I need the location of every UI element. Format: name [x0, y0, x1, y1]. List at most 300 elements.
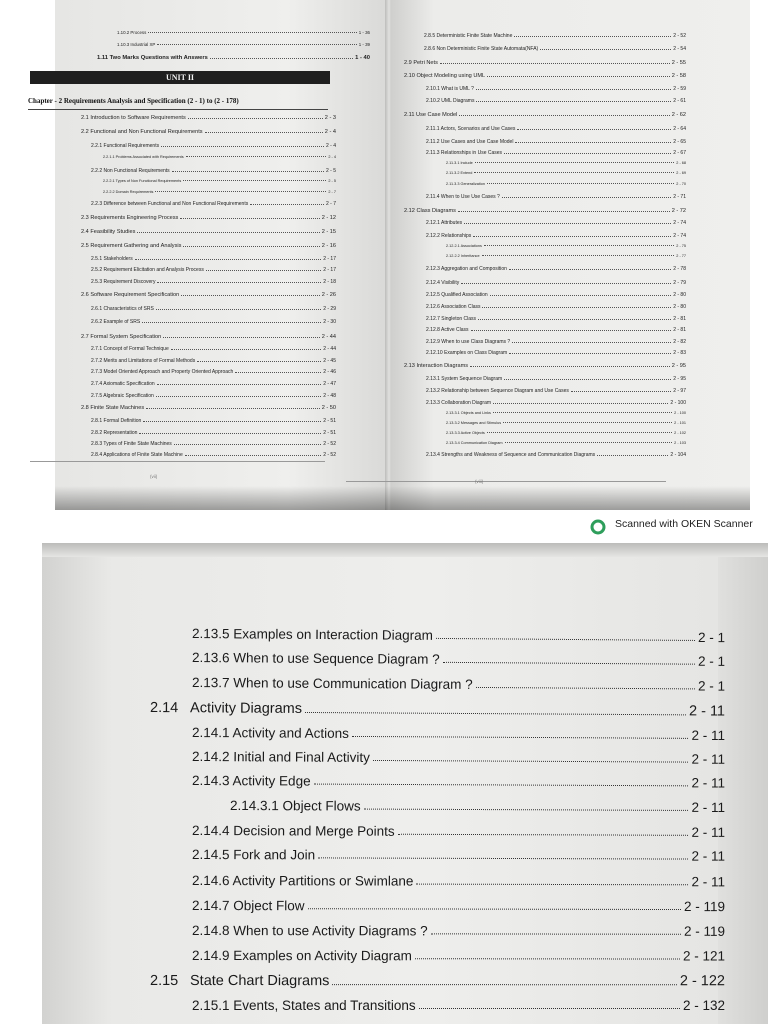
toc-entry [103, 155, 336, 159]
toc-leader-dots [478, 319, 671, 320]
toc-leader-dots [352, 736, 689, 739]
toc-subsection [192, 998, 725, 1013]
chapter-rule [28, 109, 328, 110]
toc-entry-page: 2 - 11 [691, 775, 726, 791]
toc-entry-title: 2.5.1 Stakeholders [91, 256, 133, 262]
toc-entry-page: 2 - 5 [325, 168, 336, 174]
toc-leader-dots [235, 372, 321, 373]
toc-subsection [192, 847, 725, 864]
toc-entry-page: 2 - 11 [691, 799, 726, 816]
toc-entry-page: 2 - 52 [323, 452, 336, 458]
toc-entry-page: 2 - 46 [323, 369, 336, 375]
toc-entry-title: 2.7.4 Axiomatic Specification [91, 381, 155, 387]
toc-entry [91, 143, 336, 149]
toc-entry-page: 2 - 45 [323, 358, 336, 364]
toc-entry-page: 2 - 44 [321, 334, 336, 340]
toc-entry-title: 2.13.7 When to use Communication Diagram ? [192, 675, 473, 692]
page-shadow [55, 486, 750, 510]
toc-entry-title: 2.13.3.4 Communication Diagram [446, 441, 503, 445]
toc-entry-page: 2 - 83 [673, 350, 686, 356]
toc-leader-dots [470, 366, 670, 367]
toc-entry-page: 2 - 15 [321, 229, 336, 235]
toc-entry [91, 369, 336, 375]
toc-leader-dots [188, 118, 323, 119]
toc-leader-dots [440, 63, 670, 64]
toc-leader-dots [183, 246, 319, 247]
toc-entry-title: 2.13 Interaction Diagrams [404, 363, 469, 369]
toc-leader-dots [509, 353, 671, 354]
toc-entry-page: 2 - 44 [323, 346, 336, 352]
toc-entry-title: 2.11.3.1 Include [446, 161, 473, 165]
toc-entry-page: 2 - 11 [691, 874, 726, 890]
toc-entry-page: 2 - 12 [321, 215, 336, 221]
toc-leader-dots [487, 432, 672, 433]
toc-entry-title: 2.2.1 Functional Requirements [91, 143, 160, 149]
toc-entry-title: 2.14.4 Decision and Merge Points [192, 823, 395, 839]
toc-leader-dots [471, 330, 672, 331]
left-page-number: (vii) [150, 474, 158, 479]
toc-entry-title: 2.11.2 Use Cases and Use Case Model [426, 139, 514, 145]
toc-entry-page: 2 - 81 [673, 316, 686, 322]
toc-entry-page: 2 - 1 [697, 678, 726, 694]
toc-entry-title: 2.12.9 When to use Class Diagrams ? [426, 339, 511, 345]
toc-entry [91, 418, 336, 424]
toc-entry [404, 73, 686, 79]
closeup-page-top-shadow [42, 543, 768, 557]
toc-entry [91, 201, 336, 207]
toc-leader-dots [504, 379, 671, 380]
toc-entry-page: 2 - 11 [688, 703, 726, 720]
toc-entry [103, 190, 336, 194]
toc-entry-page: 2 - 11 [691, 824, 726, 840]
toc-entry-page: 2 - 1 [697, 653, 726, 669]
toc-entry-page: 2 - 95 [671, 363, 686, 369]
closeup-page-edge [718, 543, 768, 1024]
toc-entry-page: 2 - 30 [323, 319, 336, 325]
toc-entry [91, 358, 336, 364]
toc-entry-page: 2 - 102 [674, 431, 686, 435]
toc-entry-page: 2 - 5 [328, 179, 336, 183]
toc-entry-title: 2.12.7 Singleton Class [426, 316, 477, 322]
toc-entry-page: 2 - 16 [321, 243, 336, 249]
toc-leader-dots [186, 156, 327, 157]
toc-entry [426, 350, 686, 356]
toc-leader-dots [308, 908, 681, 910]
toc-entry-title: 2.12.8 Active Class [426, 327, 469, 333]
toc-entry-page: 2 - 17 [323, 256, 336, 262]
toc-entry [426, 388, 686, 394]
toc-leader-dots [163, 337, 319, 338]
toc-leader-dots [459, 115, 669, 116]
toc-entry-page: 2 - 101 [674, 421, 686, 425]
toc-leader-dots [197, 361, 321, 362]
toc-leader-dots [142, 322, 321, 323]
toc-leader-dots [458, 211, 670, 212]
toc-entry-title: 2.14.5 Fork and Join [192, 847, 316, 863]
toc-entry [446, 421, 686, 425]
toc-entry-title: 2.13.6 When to use Sequence Diagram ? [192, 650, 440, 667]
toc-leader-dots [155, 191, 326, 192]
toc-entry-title: 2.13.3.2 Messages and Stimulus [446, 421, 502, 425]
toc-entry [91, 256, 336, 262]
toc-entry-title: 2.12.5 Qualified Association [426, 292, 488, 298]
toc-entry-page: 2 - 59 [673, 86, 686, 92]
scanner-logo-icon [590, 519, 606, 535]
toc-entry-page: 1 - 40 [355, 55, 370, 61]
toc-entry-title: 2.2 Functional and Non Functional Requirements [81, 129, 203, 135]
toc-entry-page: 2 - 132 [682, 998, 725, 1013]
toc-entry-title: 2.3 Requirements Engineering Process [81, 215, 179, 221]
toc-subsection [192, 773, 725, 791]
toc-subsection [192, 873, 725, 889]
toc-leader-dots [139, 433, 321, 434]
toc-entry-page: 2 - 18 [323, 279, 336, 285]
toc-entry-page: 2 - 47 [323, 381, 336, 387]
toc-entry-title: 2.8.3 Types of Finite State Machines [91, 441, 172, 447]
toc-entry-title: 2.11.3.2 Extend [446, 171, 473, 175]
toc-leader-dots [146, 408, 320, 409]
toc-entry [446, 182, 686, 186]
toc-entry-title: State Chart Diagrams [190, 973, 330, 990]
toc-leader-dots [205, 132, 323, 133]
toc-entry [446, 161, 686, 165]
toc-entry-title: 2.11.4 When to Use Use Cases ? [426, 194, 500, 200]
toc-entry-page: 2 - 104 [670, 452, 686, 458]
toc-entry-title: 2.8.2 Representation [91, 430, 138, 436]
toc-entry-title: 2.10.1 What is UML ? [426, 86, 474, 92]
toc-leader-dots [517, 129, 671, 130]
toc-entry-title: 2.12.3 Aggregation and Composition [426, 266, 507, 272]
section-number: 2.14 [150, 700, 179, 717]
toc-leader-dots [148, 32, 356, 33]
toc-entry-page: 2 - 48 [323, 393, 336, 399]
toc-entry-title: 2.14.3.1 Object Flows [230, 798, 361, 814]
toc-entry-title: 2.5 Requirement Gathering and Analysis [81, 243, 182, 249]
toc-leader-dots [174, 444, 321, 445]
toc-entry-page: 2 - 7 [325, 201, 336, 207]
toc-leader-dots [318, 857, 688, 859]
toc-entry [446, 441, 686, 445]
toc-leader-dots [156, 309, 321, 310]
toc-entry-title: 2.14.6 Activity Partitions or Swimlane [192, 873, 414, 889]
toc-entry [426, 139, 686, 145]
chapter-heading: Chapter - 2 Requirements Analysis and Specification (2 - 1) to (2 - 178) [28, 97, 239, 105]
toc-entry-title: 2.15.1 Events, States and Transitions [192, 998, 416, 1013]
toc-entry [81, 215, 336, 221]
toc-leader-dots [415, 958, 680, 959]
toc-leader-dots [482, 307, 671, 308]
toc-leader-dots [431, 933, 681, 934]
toc-entry-page: 2 - 103 [674, 441, 686, 445]
toc-entry-page: 2 - 58 [671, 73, 686, 79]
toc-entry [426, 233, 686, 239]
toc-leader-dots [416, 884, 688, 886]
toc-leader-dots [487, 183, 674, 184]
toc-entry-page: 2 - 70 [676, 182, 686, 186]
toc-subsection [192, 725, 725, 743]
toc-entry-page: 2 - 52 [323, 441, 336, 447]
toc-entry-page: 2 - 75 [676, 244, 686, 248]
toc-entry-title: 2.11.1 Actors, Scenarios and Use Cases [426, 126, 516, 132]
toc-entry-page: 2 - 82 [673, 339, 686, 345]
toc-leader-dots [443, 662, 695, 665]
toc-entry-title: 2.11 Use Case Model [404, 112, 458, 118]
toc-leader-dots [464, 223, 671, 224]
toc-entry-page: 2 - 121 [682, 948, 726, 964]
toc-section [150, 973, 725, 989]
toc-entry-page: 2 - 74 [673, 220, 686, 226]
toc-entry-page: 2 - 11 [691, 727, 726, 744]
toc-entry [97, 55, 370, 61]
toc-entry-title: 2.2.1.1 Problems Associated with Requirements [103, 155, 184, 159]
toc-entry [424, 33, 686, 39]
toc-entry [404, 208, 686, 214]
toc-entry-page: 1 - 36 [358, 30, 370, 35]
toc-entry-page: 2 - 81 [673, 327, 686, 333]
toc-entry-title: 2.2.2 Non Functional Requirements [91, 168, 170, 174]
toc-entry-page: 2 - 3 [324, 115, 336, 121]
toc-entry [81, 292, 336, 298]
toc-entry [81, 115, 336, 121]
toc-leader-dots [157, 384, 322, 385]
toc-entry-page: 2 - 77 [676, 254, 686, 258]
toc-entry-title: 2.13.5 Examples on Interaction Diagram [192, 626, 434, 643]
section-number: 2.15 [150, 973, 179, 990]
toc-entry-title: 2.11.3 Relationships in Use Cases [426, 150, 503, 156]
toc-subsection [192, 898, 725, 914]
toc-leader-dots [509, 269, 671, 270]
toc-leader-dots [314, 784, 689, 787]
toc-entry [426, 400, 686, 406]
toc-entry-title: 2.4 Feasibility Studies [81, 229, 136, 235]
toc-leader-dots [476, 687, 695, 689]
toc-entry [91, 267, 336, 273]
toc-entry-title: 2.14.9 Examples on Activity Diagram [192, 948, 412, 964]
toc-entry-title: 2.1 Introduction to Software Requirements [81, 115, 186, 121]
toc-entry-title: 2.7 Formal System Specification [81, 334, 162, 340]
toc-entry [91, 452, 336, 458]
toc-leader-dots [504, 153, 671, 154]
toc-leader-dots [250, 204, 324, 205]
toc-entry-page: 2 - 51 [323, 418, 336, 424]
toc-entry [426, 376, 686, 382]
toc-entry [91, 381, 336, 387]
toc-entry-page: 2 - 69 [676, 171, 686, 175]
toc-entry-title: 2.7.5 Algebraic Specification [91, 393, 154, 399]
toc-entry-title: 2.5.2 Requirement Elicitation and Analysis Process [91, 267, 204, 273]
toc-entry-title: 2.7.1 Concept of Formal Technique [91, 346, 169, 352]
toc-leader-dots [332, 984, 676, 985]
toc-entry-title: 2.13.2 Relationship between Sequence Diagram and Use Cases [426, 388, 569, 394]
toc-entry-page: 2 - 17 [323, 267, 336, 273]
toc-leader-dots [515, 142, 671, 143]
toc-entry-title: 2.7.2 Merits and Limitations of Formal Methods [91, 358, 196, 364]
top-scan-photo [0, 0, 768, 510]
toc-entry-title: 2.8.5 Deterministic Finite State Machine [424, 33, 513, 39]
toc-leader-dots [305, 712, 686, 715]
toc-entry [426, 327, 686, 333]
toc-entry [426, 98, 686, 104]
toc-entry-page: 2 - 65 [673, 139, 686, 145]
toc-entry-page: 2 - 71 [673, 194, 686, 200]
toc-leader-dots [505, 442, 673, 443]
toc-leader-dots [172, 171, 324, 172]
toc-entry-page: 2 - 80 [673, 304, 686, 310]
toc-leader-dots [161, 146, 324, 147]
toc-entry [426, 316, 686, 322]
toc-entry [426, 452, 686, 458]
toc-entry [426, 292, 686, 298]
toc-entry-title: 2.8.4 Applications of Finite State Machine [91, 452, 183, 458]
toc-entry-page: 2 - 95 [673, 376, 686, 382]
toc-leader-dots [493, 403, 668, 404]
toc-leader-dots [185, 455, 321, 456]
toc-entry [404, 363, 686, 369]
toc-leader-dots [473, 236, 671, 237]
toc-entry [81, 229, 336, 235]
toc-leader-dots [597, 455, 668, 456]
toc-entry-page: 2 - 52 [673, 33, 686, 39]
toc-entry [103, 179, 336, 183]
toc-leader-dots [419, 1008, 680, 1009]
toc-entry-page: 2 - 61 [673, 98, 686, 104]
toc-entry-title: 2.14.3 Activity Edge [192, 773, 311, 789]
toc-entry [426, 220, 686, 226]
toc-entry-title: 2.13.3.3 Active Objects [446, 431, 485, 435]
toc-entry-title: 2.12.2.1 Associations [446, 244, 482, 248]
toc-subsection [192, 823, 725, 840]
toc-entry [426, 280, 686, 286]
toc-entry-title: 2.13.4 Strengths and Weakness of Sequence and Communication Diagrams [426, 452, 596, 458]
toc-leader-dots [461, 283, 671, 284]
toc-entry-page: 2 - 4 [324, 129, 336, 135]
toc-leader-dots [157, 282, 321, 283]
toc-entry-page: 2 - 119 [683, 923, 726, 939]
toc-entry [91, 430, 336, 436]
toc-entry-title: 2.6 Software Requirement Specification [81, 292, 180, 298]
toc-leader-dots [143, 421, 321, 422]
toc-entry [91, 279, 336, 285]
toc-leader-dots [210, 58, 353, 59]
toc-entry [426, 339, 686, 345]
toc-entry-title: 2.7.3 Model Oriented Approach and Property Oriented Approach [91, 369, 234, 375]
toc-entry [91, 441, 336, 447]
toc-leader-dots [137, 232, 319, 233]
toc-entry [426, 126, 686, 132]
toc-entry [91, 393, 336, 399]
toc-entry-page: 2 - 68 [676, 161, 686, 165]
toc-entry-title: 2.12.2.2 Inheritance [446, 254, 480, 258]
toc-entry-title: 2.13.3.1 Objects and Links [446, 411, 491, 415]
toc-entry-title: 2.12.1 Attributes [426, 220, 463, 226]
toc-entry-page: 2 - 4 [328, 155, 336, 159]
toc-entry-title: 1.10.2 Process [117, 30, 147, 35]
toc-entry-title: 2.2.3 Difference between Functional and Non Functional Requirements [91, 201, 249, 207]
toc-entry [446, 411, 686, 415]
toc-entry [426, 266, 686, 272]
toc-entry-page: 2 - 72 [671, 208, 686, 214]
toc-leader-dots [181, 295, 319, 296]
toc-entry [404, 112, 686, 118]
toc-entry-page: 2 - 54 [673, 46, 686, 52]
toc-entry [81, 334, 336, 340]
toc-entry-page: 2 - 67 [673, 150, 686, 156]
toc-entry-title: 2.6.1 Characteristics of SRS [91, 306, 154, 312]
toc-leader-dots [436, 638, 695, 641]
toc-leader-dots [373, 760, 689, 763]
toc-entry [446, 244, 686, 248]
toc-entry-page: 2 - 100 [674, 411, 686, 415]
toc-entry [446, 431, 686, 435]
toc-entry [424, 46, 686, 52]
toc-entry-title: 2.10.2 UML Diagrams [426, 98, 475, 104]
toc-entry [117, 30, 370, 35]
toc-entry-page: 2 - 50 [321, 405, 336, 411]
toc-entry-page: 2 - 29 [323, 306, 336, 312]
toc-entry-title: 2.12.6 Association Class [426, 304, 481, 310]
toc-entry-title: 2.14.7 Object Flow [192, 898, 305, 914]
toc-leader-dots [476, 89, 671, 90]
toc-entry [426, 304, 686, 310]
toc-leader-dots [135, 259, 322, 260]
toc-entry-page: 2 - 122 [679, 973, 726, 990]
toc-entry [117, 42, 370, 47]
toc-entry-page: 2 - 79 [673, 280, 686, 286]
toc-entry [404, 60, 686, 66]
toc-leader-dots [206, 270, 321, 271]
toc-leader-dots [180, 218, 319, 219]
toc-entry-title: 2.9 Petri Nets [404, 60, 438, 66]
toc-leader-dots [571, 391, 671, 392]
toc-entry-title: 2.12 Class Diagrams [404, 208, 456, 214]
toc-entry-page: 2 - 100 [670, 400, 686, 406]
toc-entry [91, 319, 336, 325]
toc-entry-page: 2 - 74 [673, 233, 686, 239]
toc-entry [81, 405, 336, 411]
toc-entry-title: 2.8 Finite State Machines [81, 405, 145, 411]
toc-entry-title: 2.13.1 System Sequence Diagram [426, 376, 503, 382]
toc-subsection [192, 749, 725, 767]
toc-entry-title: 2.10 Object Modeling using UML [404, 73, 486, 79]
toc-entry-title: 2.12.10 Examples on Class Diagram [426, 350, 508, 356]
right-footer-rule [346, 481, 666, 482]
right-page-number: (viii) [475, 479, 484, 484]
toc-entry [81, 243, 336, 249]
toc-leader-dots [398, 834, 689, 836]
toc-entry [91, 306, 336, 312]
toc-entry [426, 150, 686, 156]
toc-leader-dots [493, 412, 672, 413]
toc-entry-title: 2.12.2 Relationships [426, 233, 472, 239]
toc-entry-title: 2.8.1 Formal Definition [91, 418, 142, 424]
toc-entry-page: 2 - 80 [673, 292, 686, 298]
toc-entry-page: 2 - 1 [697, 629, 726, 646]
toc-leader-dots [156, 396, 321, 397]
toc-leader-dots [171, 349, 321, 350]
toc-entry-title: 2.6.2 Example of SRS [91, 319, 141, 325]
toc-leader-dots [490, 295, 671, 296]
toc-leader-dots [475, 162, 675, 163]
toc-entry-page: 2 - 11 [691, 751, 726, 767]
toc-leader-dots [476, 101, 671, 102]
toc-entry-title: 2.8.6 Non Deterministic Finite State Automata(NFA) [424, 46, 539, 52]
toc-leader-dots [503, 422, 672, 423]
toc-entry [426, 86, 686, 92]
toc-leader-dots [502, 197, 671, 198]
toc-entry-page: 2 - 26 [321, 292, 336, 298]
toc-subsection [192, 948, 725, 964]
toc-entry-title: 2.14.2 Initial and Final Activity [192, 749, 370, 765]
